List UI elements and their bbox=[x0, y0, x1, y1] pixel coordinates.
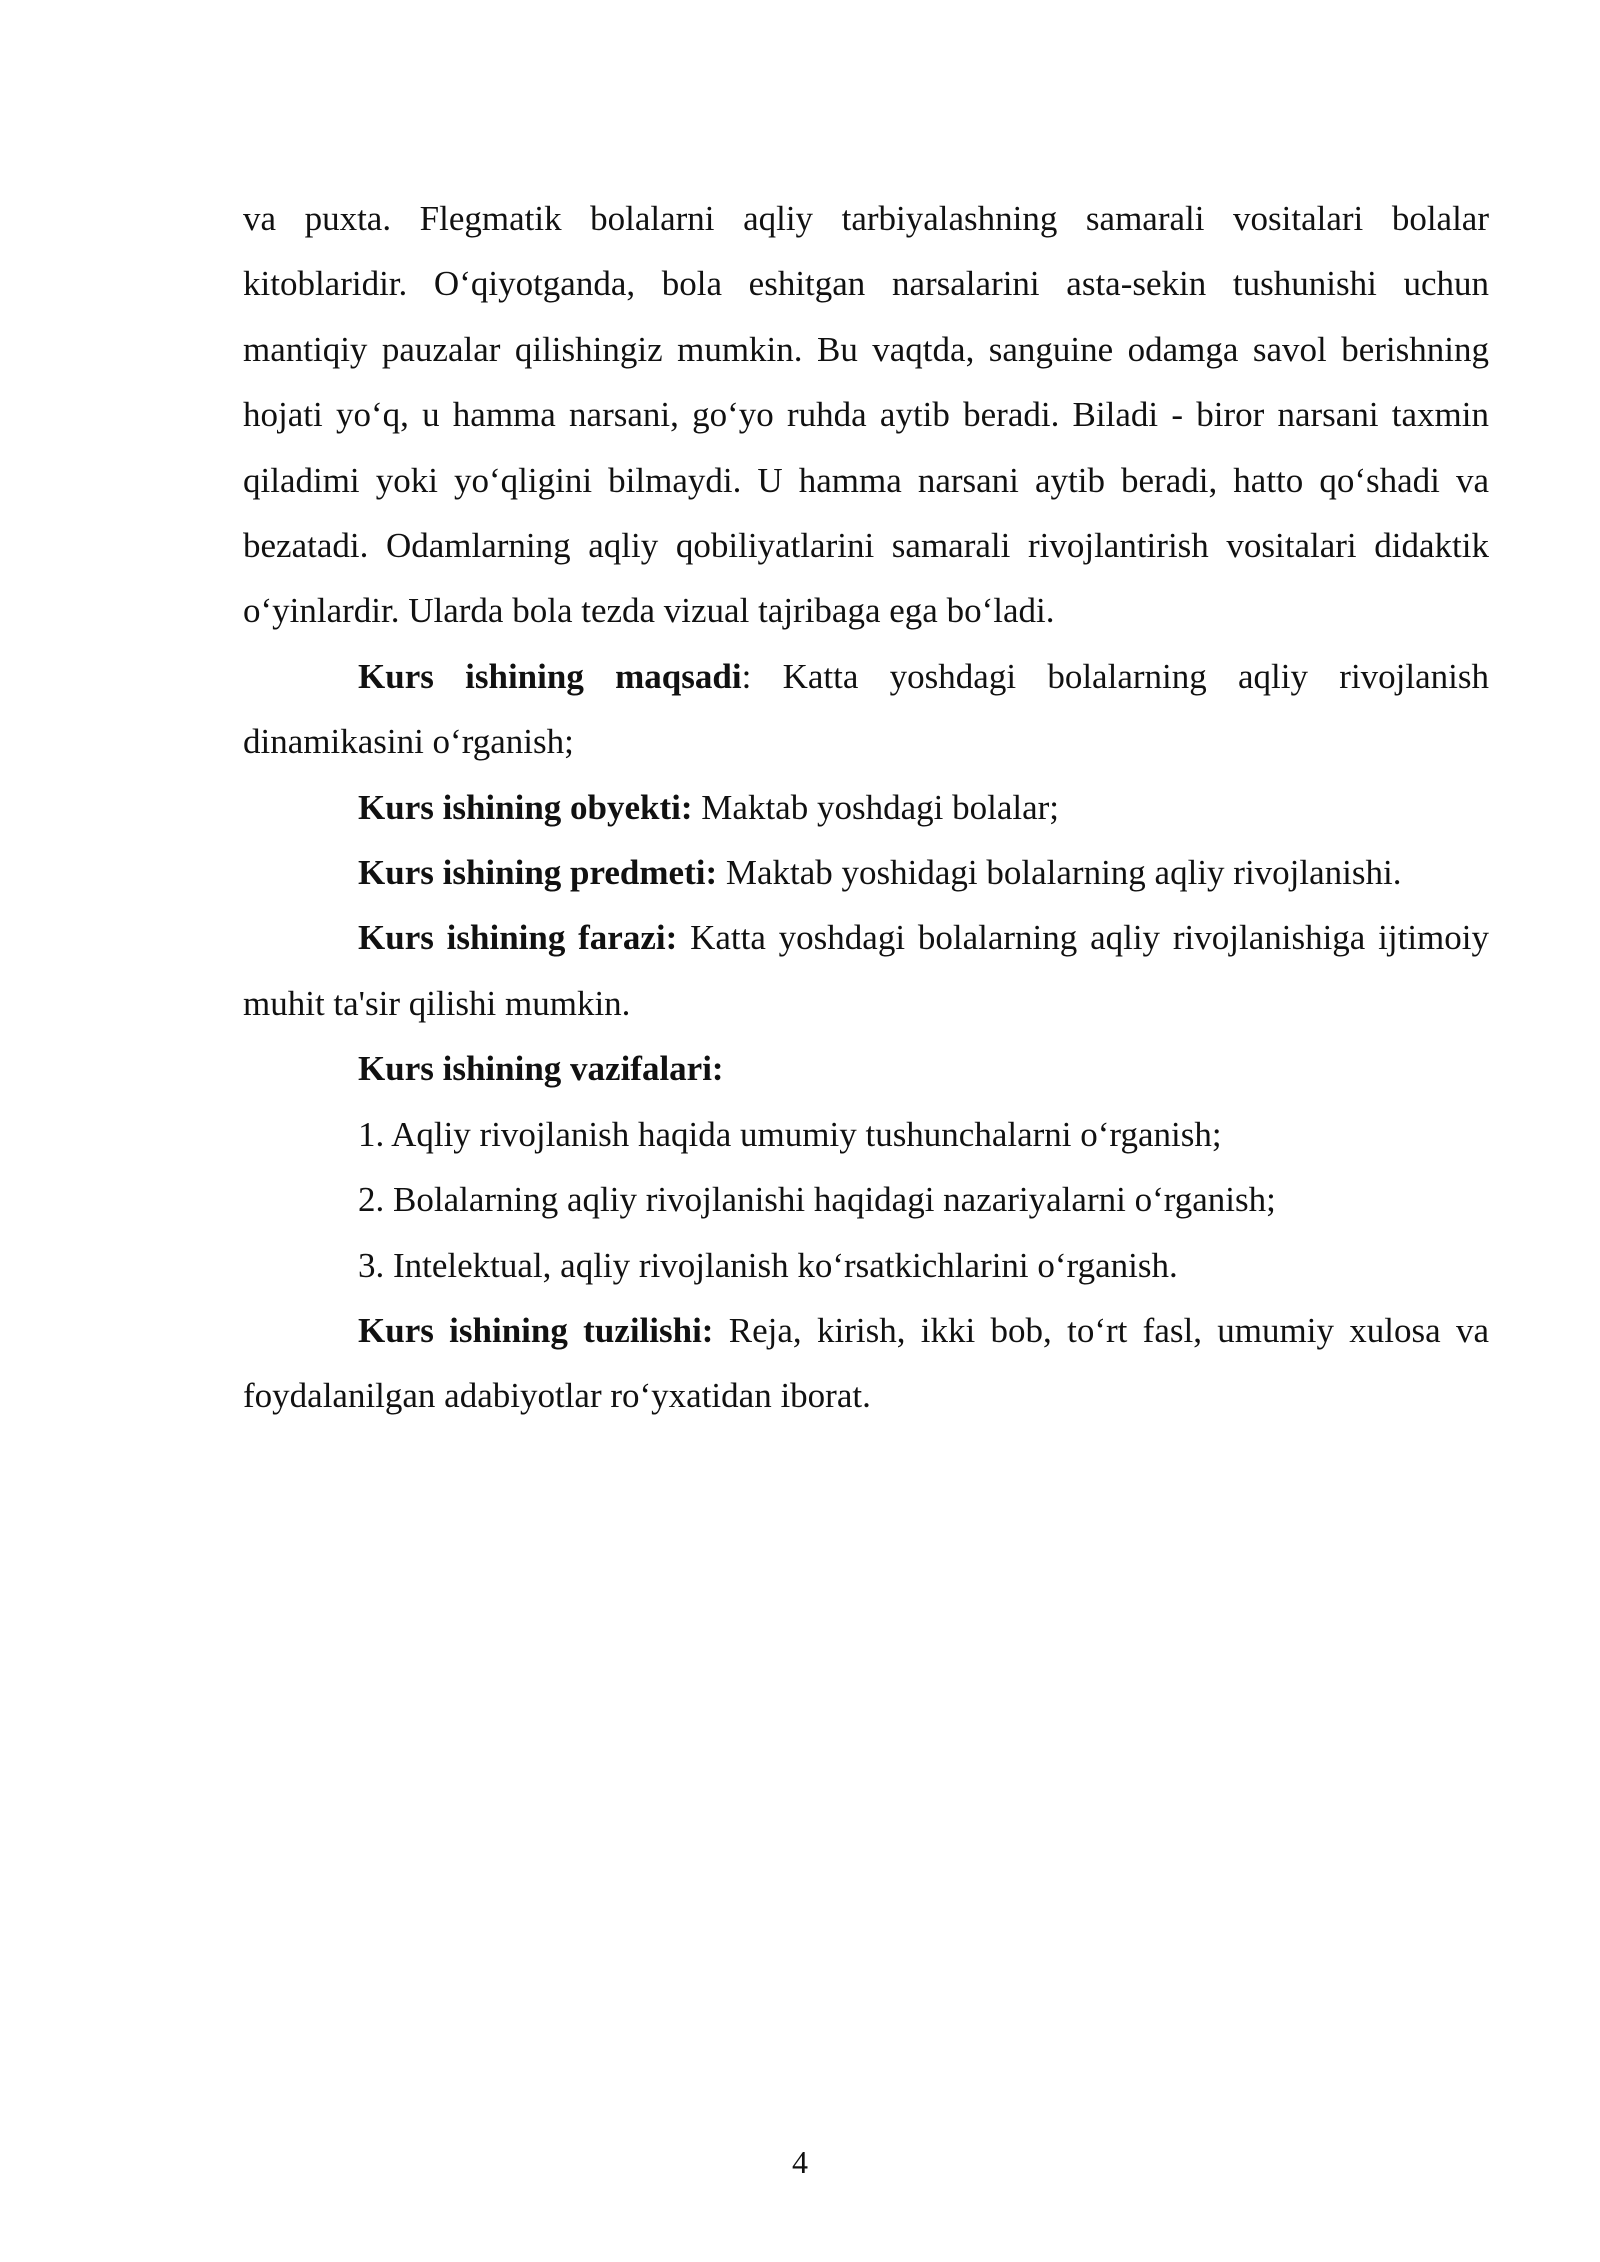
structure-text: Reja, kirish, ikki bob, to‘rt fasl, umumiy xulosa va foydalanilgan adabiyotlar ro‘yxatidan iborat. bbox=[243, 1310, 1489, 1416]
task-item-2: 2. Bolalarning aqliy rivojlanishi haqidagi nazariyalarni o‘rganish; bbox=[358, 1180, 1276, 1220]
structure-paragraph bbox=[243, 1298, 1489, 1429]
page-number: 4 bbox=[792, 2144, 808, 2180]
goal-text: : Katta yoshdagi bolalarning aqliy rivojlanish dinamikasini o‘rganish; bbox=[243, 656, 1490, 762]
object-text: Maktab yoshdagi bolalar; bbox=[692, 787, 1059, 827]
tasks-heading bbox=[243, 1036, 1489, 1101]
goal-label: Kurs ishining maqsadi bbox=[358, 656, 742, 696]
subject-paragraph bbox=[243, 840, 1489, 905]
task-item-1: 1. Aqliy rivojlanish haqida umumiy tushunchalarni o‘rganish; bbox=[358, 1114, 1222, 1154]
hypothesis-label: Kurs ishining farazi: bbox=[358, 918, 678, 958]
object-paragraph bbox=[243, 775, 1489, 840]
intro-paragraph: va puxta. Flegmatik bolalarni aqliy tarbiyalashning samarali vositalari bolalar kitoblaridir. O‘qiyotganda, bola eshitgan narsalarini asta-sekin tushunishi uchun mantiqiy pauzalar qilishingiz mumkin. Bu vaqtda, sanguine odamga savol berishning hojati yo‘q, u hamma narsani, go‘yo ruhda aytib beradi. Biladi - biror narsani taxmin qiladimi yoki yo‘qligini bilmaydi. U hamma narsani aytib beradi, hatto qo‘shadi va bezatadi. Odamlarning aqliy qobiliyatlarini samarali rivojlantirish vositalari didaktik o‘yinlardir. Ularda bola tezda vizual tajribaga ega bo‘ladi. bbox=[243, 199, 1489, 631]
object-label: Kurs ishining obyekti: bbox=[358, 787, 693, 827]
structure-label: Kurs ishining tuzilishi: bbox=[358, 1310, 714, 1350]
subject-label: Kurs ishining predmeti: bbox=[358, 853, 718, 893]
hypothesis-paragraph bbox=[243, 905, 1489, 1036]
goal-paragraph bbox=[243, 644, 1489, 775]
document-body bbox=[243, 186, 1489, 1429]
task-item-3: 3. Intelektual, aqliy rivojlanish ko‘rsatkichlarini o‘rganish. bbox=[358, 1245, 1178, 1285]
hypothesis-text: Katta yoshdagi bolalarning aqliy rivojlanishiga ijtimoiy muhit ta'sir qilishi mumkin. bbox=[243, 918, 1489, 1023]
tasks-label: Kurs ishining vazifalari: bbox=[358, 1049, 724, 1089]
subject-text: Maktab yoshidagi bolalarning aqliy rivojlanishi. bbox=[717, 853, 1402, 893]
